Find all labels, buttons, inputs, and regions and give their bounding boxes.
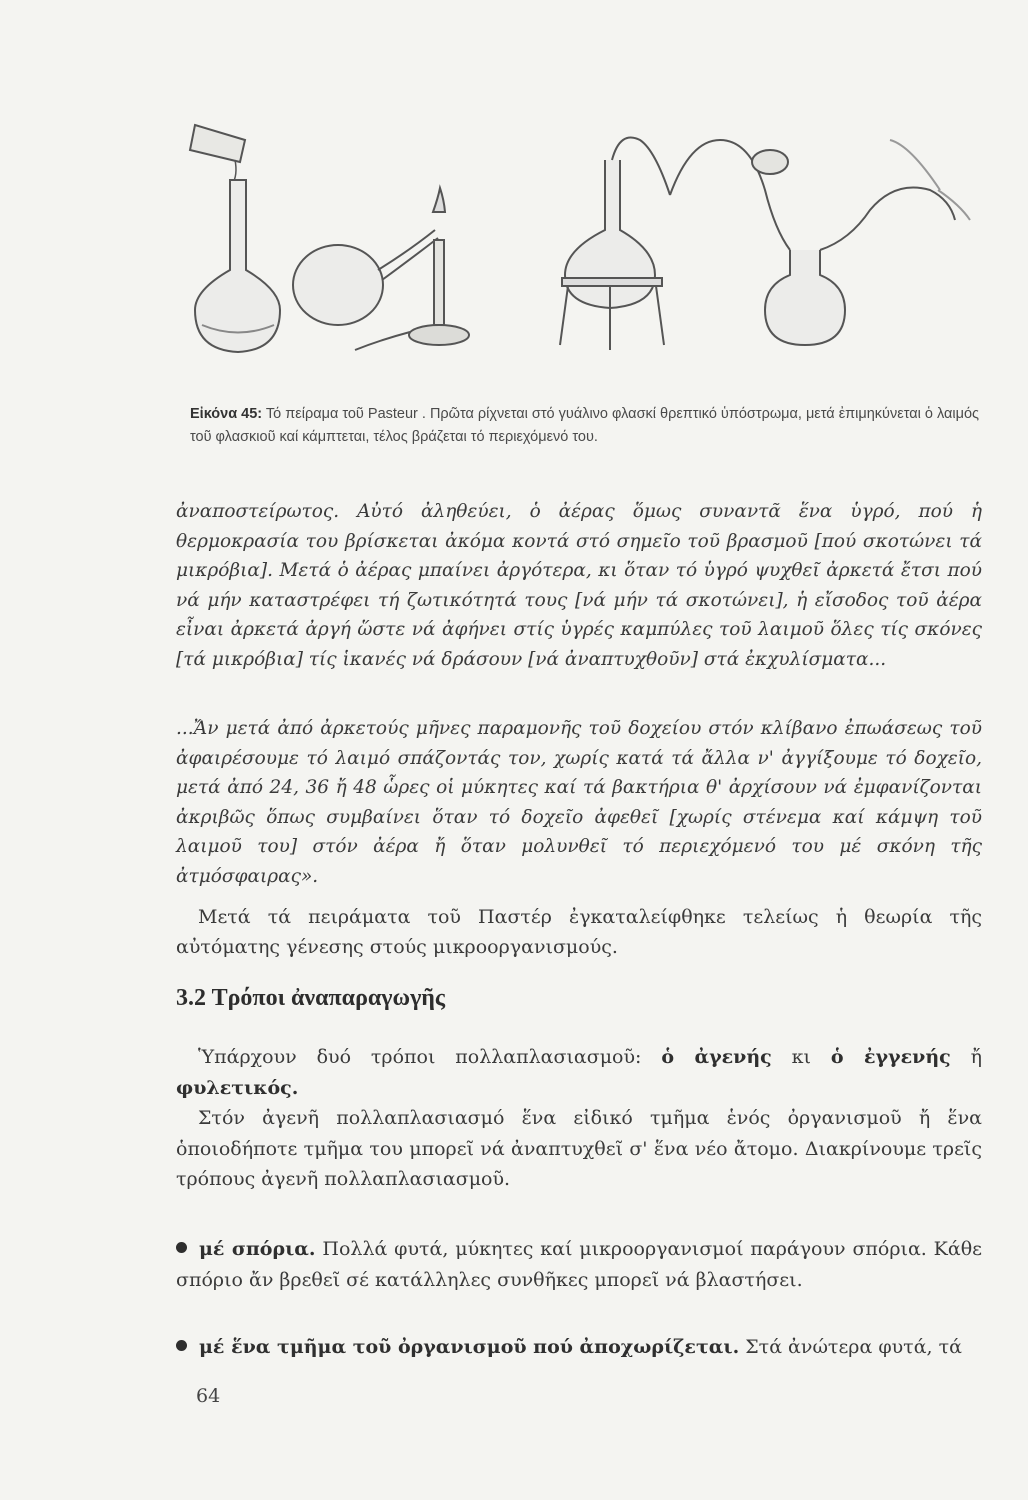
p4-asexual: ὁ ἀγενής <box>661 1046 772 1068</box>
page-number: 64 <box>196 1385 221 1407</box>
bullet-dot-icon <box>176 1340 187 1351</box>
p4-mid: κι <box>771 1046 831 1068</box>
p4-mid2: ἤ <box>950 1046 982 1068</box>
bullet-fragment-text: Στά ἀνώτερα φυτά, τά <box>739 1336 962 1358</box>
figure-label: Εἰκόνα 45: <box>190 406 263 422</box>
bullet-fragment <box>176 1332 982 1363</box>
paragraph-reproduction-types <box>176 1042 982 1103</box>
bullet-dot-icon <box>176 1242 187 1253</box>
p4-pre: Ὑπάρχουν δυό τρόποι πολλαπλασιασμοῦ: <box>198 1046 662 1068</box>
paragraph-conclusion-text: Μετά τά πειράματα τοῦ Παστέρ ἐγκαταλείφθηκε τελείως ἡ θεωρία τῆς αὐτόματης γένεσης στούς μικροοργανισμούς. <box>176 906 982 958</box>
bullet-spores-title: μέ σπόρια. <box>199 1238 316 1260</box>
p4-sexual: ὁ ἐγγενής <box>830 1046 951 1068</box>
pasteur-experiment-illustration <box>150 100 990 400</box>
bullet-fragment-title: μέ ἕνα τμῆμα τοῦ ὀργανισμοῦ πού ἀποχωρίζεται. <box>199 1336 740 1358</box>
bullet-spores-text: Πολλά φυτά, μύκητες καί μικροοργανισμοί παράγουν σπόρια. Κάθε σπόριο ἄν βρεθεῖ σέ κατάλληλες συνθῆκες μπορεῖ νά βλαστήσει. <box>176 1238 982 1291</box>
figure-caption-text: Τό πείραμα τοῦ Pasteur . Πρῶτα ρίχνεται στό γυάλινο φλασκί θρεπτικό ὑπόστρωμα, μετά ἐπιμηκύνεται ὁ λαιμός τοῦ φλασκιοῦ καί κάμπτεται, τέλος βράζεται τό περιεχόμενό του. <box>190 406 979 445</box>
paragraph-conclusion <box>176 902 982 962</box>
paragraph-quote-1: ἀναποστείρωτος. Αὐτό ἀληθεύει, ὁ ἀέρας ὅμως συναντᾶ ἕνα ὑγρό, πού ἡ θερμοκρασία του βρίσκεται ἀκόμα κοντά στό σημεῖο τοῦ βρασμοῦ [πού σκοτώνει τά μικρόβια]. Μετά ὁ ἀέρας μπαίνει ἀργότερα, κι ὅταν τό ὑγρό ψυχθεῖ ἀρκετά ἔτσι πού νά μήν καταστρέφει τή ζωτικότητά τους [νά μήν τά σκοτώνει], ἡ εἴσοδος τοῦ ἀέρα εἶναι ἀρκετά ἀργή ὥστε νά ἀφήνει στίς ὑγρές καμπύλες τοῦ λαιμοῦ ὅλες τίς σκόνες [τά μικρόβια] τίς ἱκανές νά δράσουν [νά ἀναπτυχθοῦν] στά ἐκχυλίσματα... <box>176 501 982 670</box>
p4-sexual-alt: φυλετικός. <box>176 1076 299 1099</box>
paragraph-quote-2: ...Ἄν μετά ἀπό ἀρκετούς μῆνες παραμονῆς τοῦ δοχείου στόν κλίβανο ἐπωάσεως τοῦ ἀφαιρέσουμε τό λαιμό σπάζοντάς τον, χωρίς κατά τά ἄλλα ν' ἀγγίξουμε τό δοχεῖο, μετά ἀπό 24, 36 ἤ 48 ὧρες οἱ μύκητες καί τά βακτήρια θ' ἀρχίσουν νά ἐμφανίζονται ἀκριβῶς ὅπως συμβαίνει ὅταν τό δοχεῖο ἀφεθεῖ [χωρίς στένεμα καί κάμψη τοῦ λαιμοῦ του] στόν ἀέρα ἤ ὅταν μολυνθεῖ τό περιεχόμενό του μέ σκόνη τῆς ἀτμόσφαιρας». <box>176 718 982 887</box>
bullet-spores <box>176 1234 982 1295</box>
section-heading: 3.2 Τρόποι ἀναπαραγωγῆς <box>176 985 446 1011</box>
paragraph-asexual-text: Στόν ἀγενῆ πολλαπλασιασμό ἕνα εἰδικό τμῆμα ἑνός ὀργανισμοῦ ἤ ἕνα ὁποιοδήποτε τμῆμα του μπορεῖ νά ἀναπτυχθεῖ σ' ἕνα νέο ἄτομο. Διακρίνουμε τρεῖς τρόπους ἀγενῆ πολλαπλασιασμοῦ. <box>176 1107 982 1190</box>
figure-caption <box>190 403 980 449</box>
paragraph-asexual <box>176 1103 982 1195</box>
